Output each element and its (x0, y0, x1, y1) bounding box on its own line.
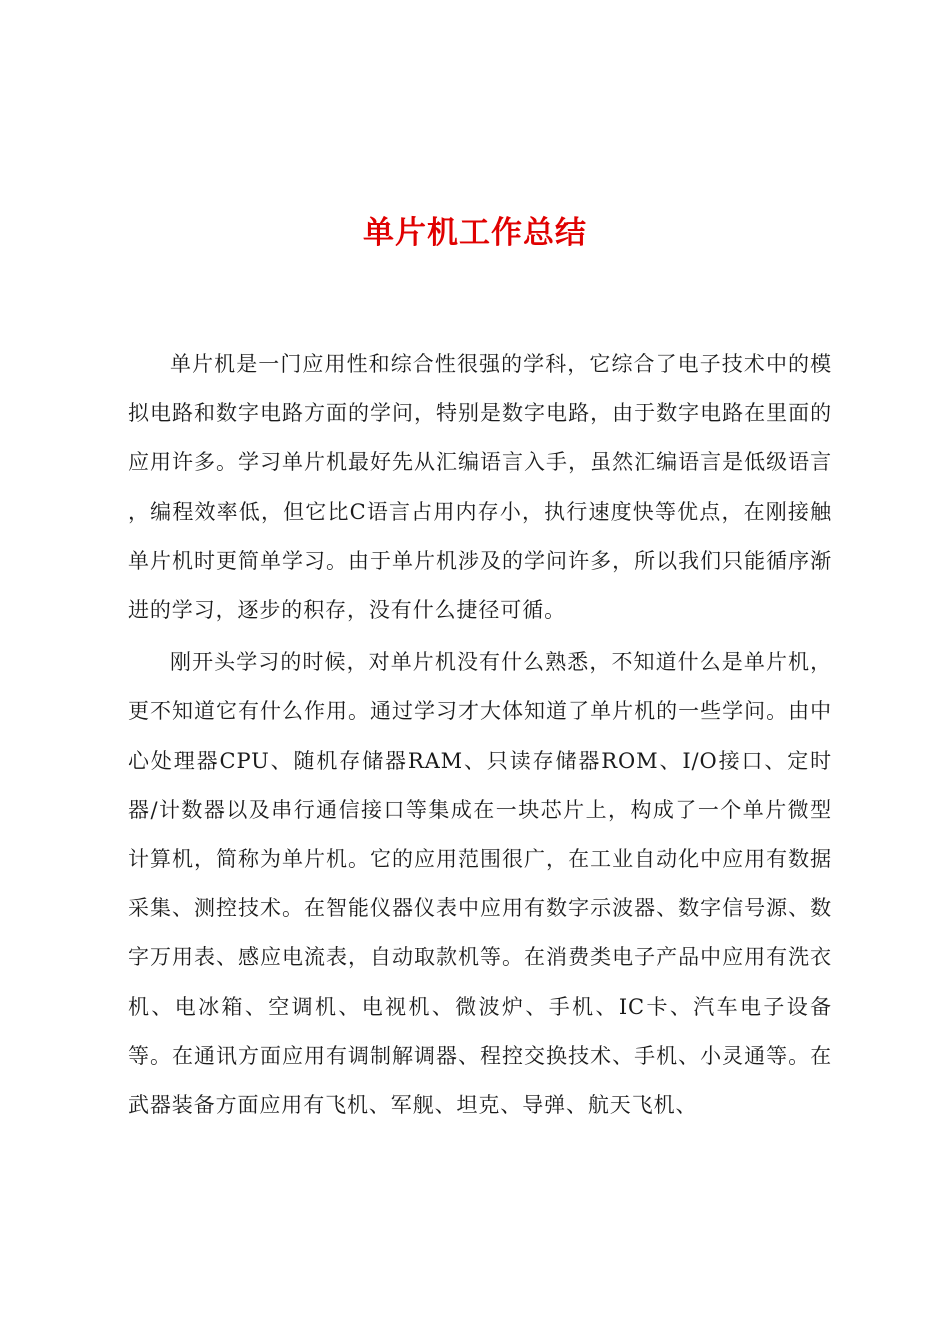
paragraph-2: 刚开头学习的时候，对单片机没有什么熟悉，不知道什么是单片机，更不知道它有什么作用。通过学习才大体知道了单片机的一些学问。由中心处理器CPU、随机存储器RAM、只读存储器ROM、I/O接口、定时器/计数器以及串行通信接口等集成在一块芯片上，构成了一个单片微型计算机，简称为单片机。它的应用范围很广，在工业自动化中应用有数据采集、测控技术。在智能仪器仪表中应用有数字示波器、数字信号源、数字万用表、感应电流表，自动取款机等。在消费类电子产品中应用有洗衣机、电冰箱、空调机、电视机、微波炉、手机、IC卡、汽车电子设备等。在通讯方面应用有调制解调器、程控交换技术、手机、小灵通等。在武器装备方面应用有飞机、军舰、坦克、导弹、航天飞机、 (128, 650, 832, 1118)
document-title: 单片机工作总结 (363, 215, 587, 251)
paragraph-1: 单片机是一门应用性和综合性很强的学科，它综合了电子技术中的模拟电路和数字电路方面的学问，特别是数字电路，由于数字电路在里面的应用许多。学习单片机最好先从汇编语言入手，虽然汇编语言是低级语言 ，编程效率低，但它比C语言占用内存小，执行速度快等优点，在刚接触单片机时更简单学习。由于单片机涉及的学问许多，所以我们只能循序渐进的学习，逐步的积存，没有什么捷径可循。 (128, 352, 832, 623)
document-body (128, 340, 832, 1130)
